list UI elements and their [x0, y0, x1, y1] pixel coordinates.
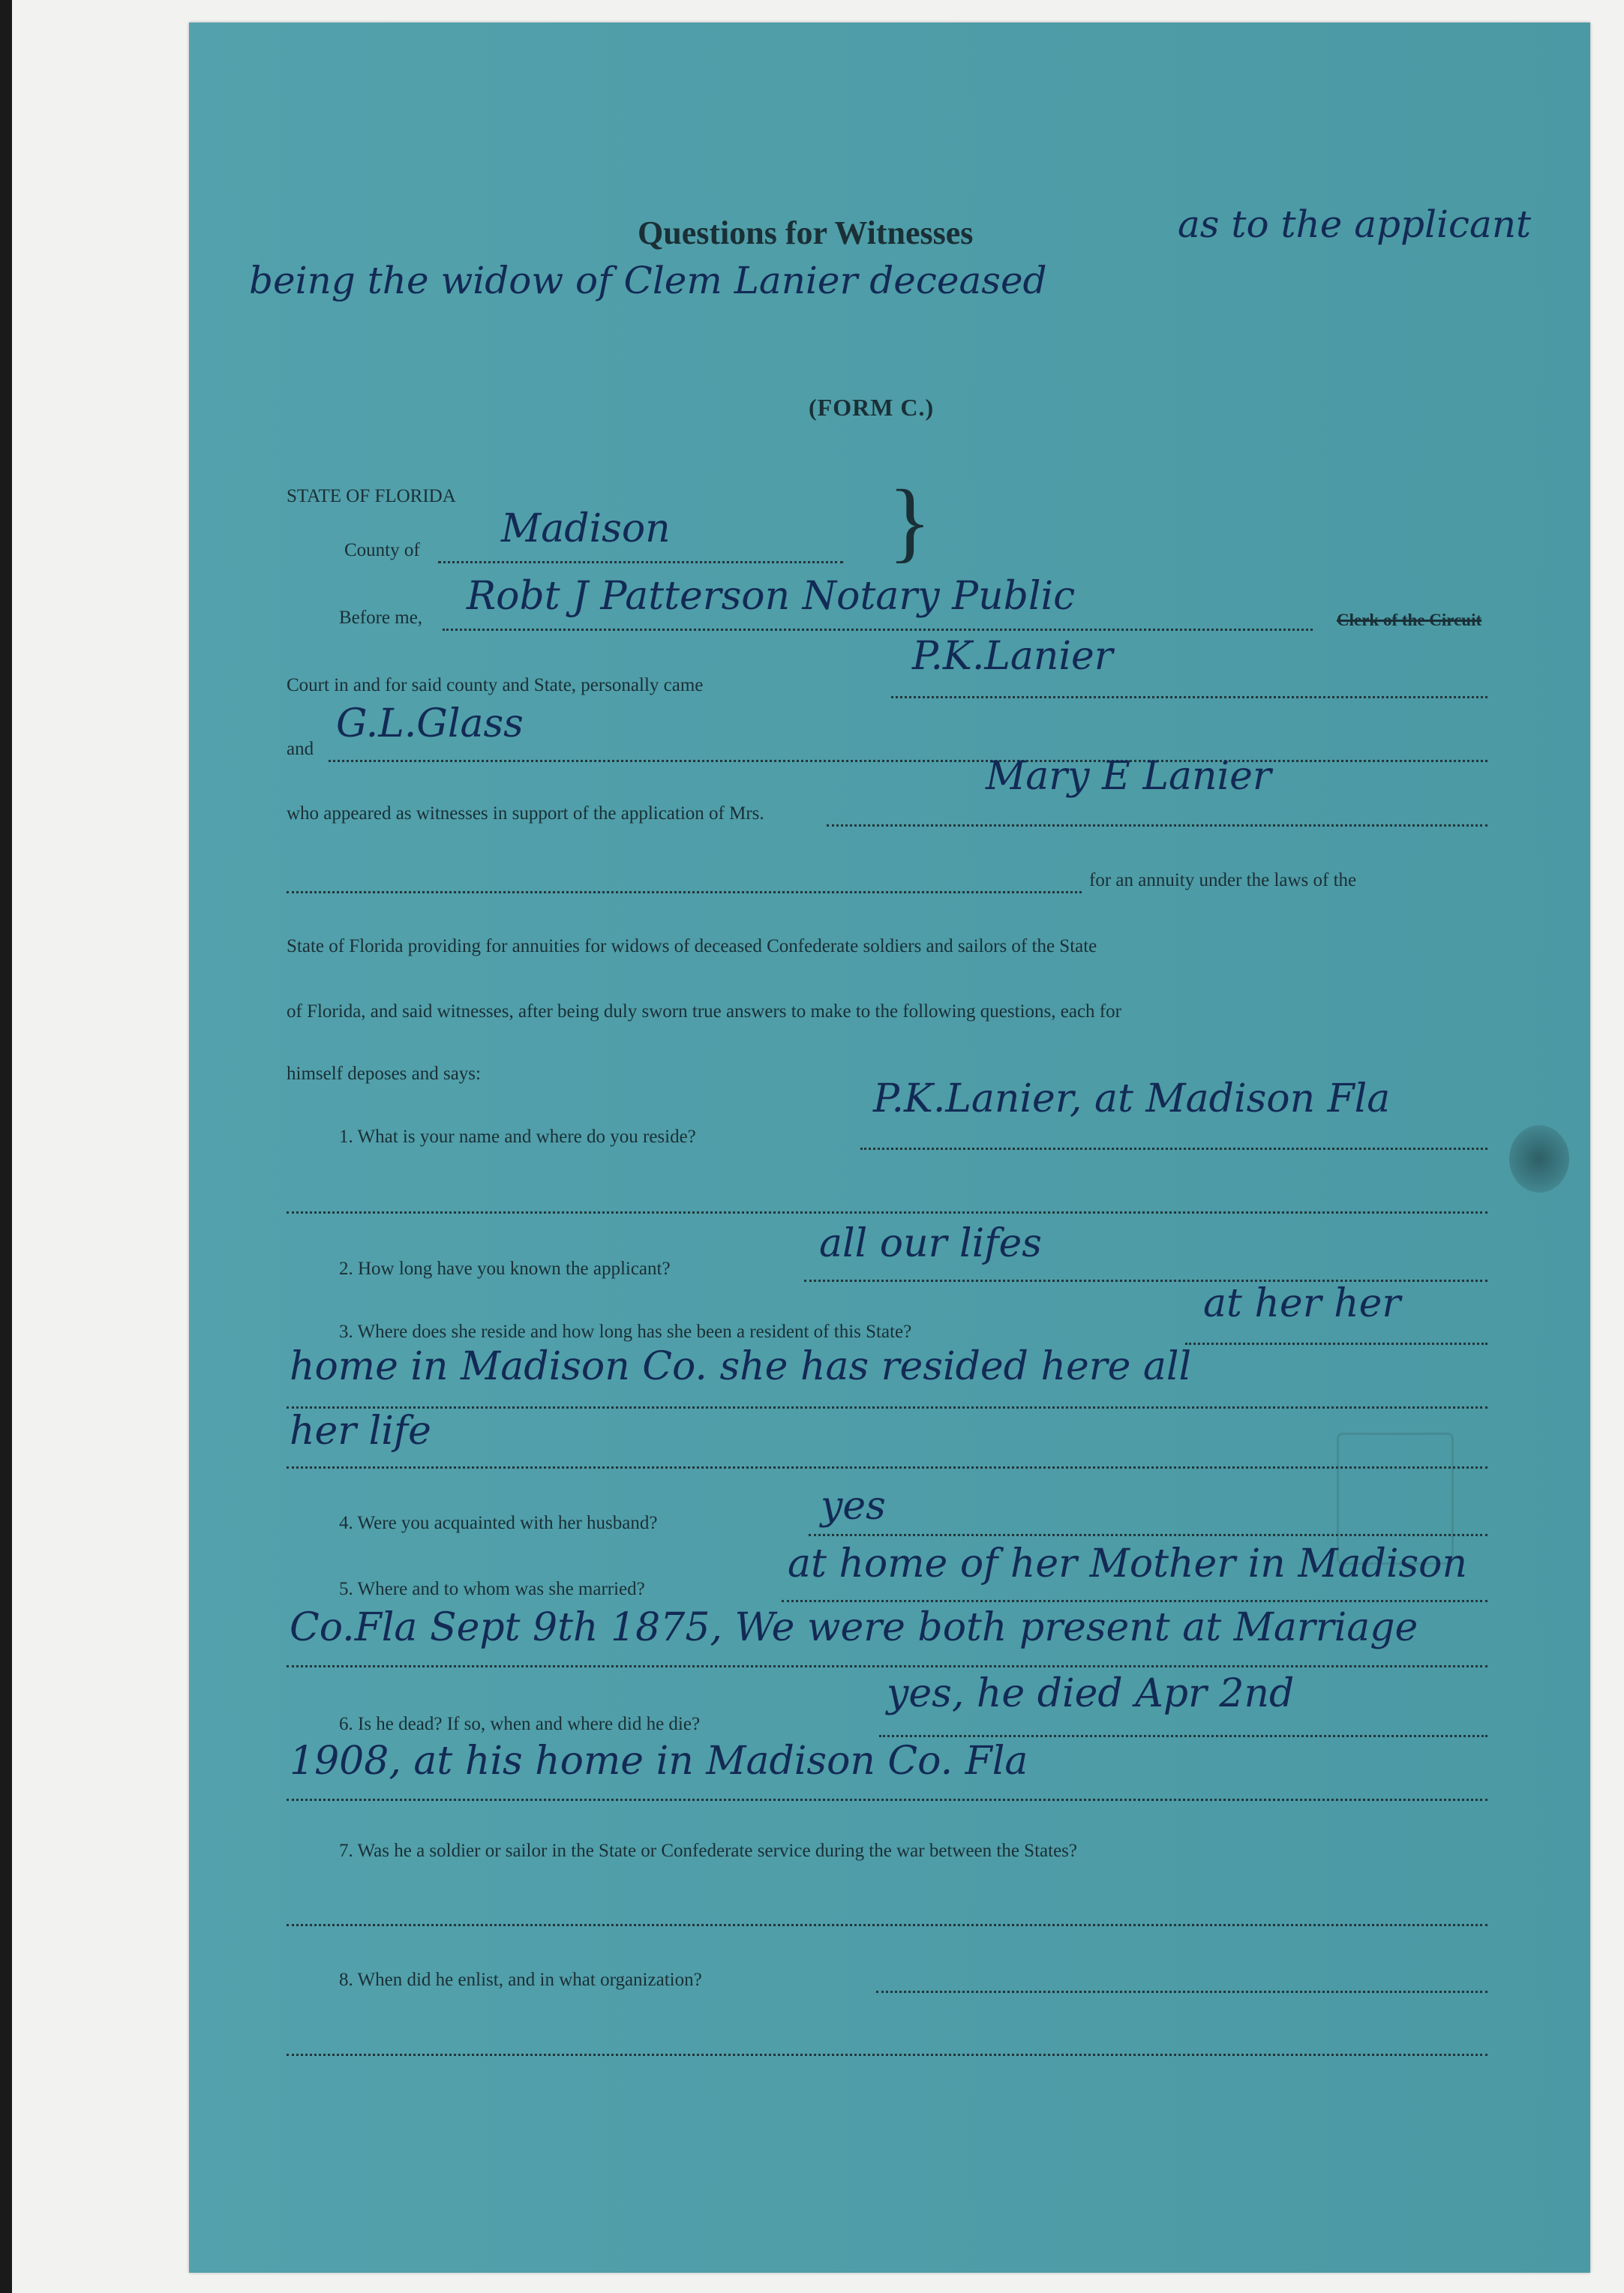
county-value: Madison — [501, 506, 671, 551]
and-label: and — [287, 739, 314, 759]
answer-6-cont: 1908, at his home in Madison Co. Fla — [290, 1739, 1028, 1784]
witness2-line — [329, 760, 1487, 762]
ink-smudge — [1509, 1125, 1569, 1193]
page-title: Questions for Witnesses — [638, 215, 974, 251]
answer-7-line — [287, 1924, 1487, 1926]
answer-3: at her her — [1203, 1281, 1401, 1326]
witness1-name: P.K.Lanier — [912, 634, 1113, 679]
answer-3-cont-2: her life — [290, 1409, 431, 1454]
officer-name: Robt J Patterson Notary Public — [467, 574, 1076, 619]
answer-6-line — [879, 1735, 1487, 1737]
answer-6: yes, he died Apr 2nd — [887, 1671, 1295, 1716]
question-8: 8. When did he enlist, and in what organization? — [339, 1970, 702, 1990]
brace: } — [888, 471, 932, 571]
body-line-3: himself deposes and says: — [287, 1064, 481, 1084]
witness2-name: G.L.Glass — [336, 701, 524, 746]
question-2: 2. How long have you known the applicant? — [339, 1259, 671, 1279]
annuity-blank-line — [287, 891, 1082, 893]
state-label: STATE OF FLORIDA — [287, 486, 456, 506]
form-sheet — [189, 23, 1590, 2273]
body-line-2: of Florida, and said witnesses, after being duly sworn true answers to make to the following questions, each for — [287, 1001, 1121, 1022]
answer-1-line-2 — [287, 1211, 1487, 1214]
appeared-text: who appeared as witnesses in support of the application of Mrs. — [287, 803, 764, 824]
body-line-1: State of Florida providing for annuities for widows of deceased Confederate soldiers and sailors of the State — [287, 936, 1097, 956]
court-text: Court in and for said county and State, personally came — [287, 675, 704, 695]
struck-clerk-text: Clerk of the Circuit — [1337, 611, 1482, 629]
question-6: 6. Is he dead? If so, when and where did he die? — [339, 1714, 701, 1734]
answer-4: yes — [821, 1484, 886, 1529]
applicant-line — [827, 824, 1487, 827]
answer-1-line — [860, 1148, 1487, 1150]
title-annotation: as to the applicant — [1178, 203, 1532, 246]
witness1-line — [891, 696, 1487, 698]
answer-3-line-2 — [287, 1406, 1487, 1409]
answer-8-line-2 — [287, 2054, 1487, 2056]
question-1: 1. What is your name and where do you reside? — [339, 1127, 696, 1147]
question-7: 7. Was he a soldier or sailor in the State or Confederate service during the war between the States? — [339, 1841, 1077, 1861]
question-3: 3. Where does she reside and how long has she been a resident of this State? — [339, 1322, 912, 1342]
answer-6-line-2 — [287, 1799, 1487, 1801]
applicant-name: Mary E Lanier — [986, 754, 1271, 799]
scan-border — [0, 0, 12, 2293]
answer-5-line-2 — [287, 1665, 1487, 1667]
answer-3-line — [1185, 1343, 1487, 1345]
title-annotation-line2: being the widow of Clem Lanier deceased — [249, 259, 1047, 302]
before-label: Before me, — [339, 608, 423, 628]
question-5: 5. Where and to whom was she married? — [339, 1579, 645, 1599]
question-4: 4. Were you acquainted with her husband? — [339, 1513, 658, 1533]
answer-5-cont: Co.Fla Sept 9th 1875, We were both present at Marriage — [290, 1605, 1418, 1650]
answer-8-line — [876, 1991, 1487, 1993]
officer-line — [443, 629, 1313, 631]
form-label: (FORM C.) — [809, 394, 935, 421]
county-label: County of — [344, 540, 420, 560]
answer-2: all our lifes — [819, 1221, 1042, 1266]
answer-3-line-3 — [287, 1466, 1487, 1469]
answer-5: at home of her Mother in Madison — [788, 1541, 1467, 1586]
answer-1: P.K.Lanier, at Madison Fla — [873, 1076, 1391, 1121]
answer-3-cont: home in Madison Co. she has resided here all — [290, 1344, 1192, 1389]
county-line — [438, 561, 843, 563]
annuity-text: for an annuity under the laws of the — [1089, 870, 1357, 890]
answer-5-line — [782, 1600, 1487, 1602]
